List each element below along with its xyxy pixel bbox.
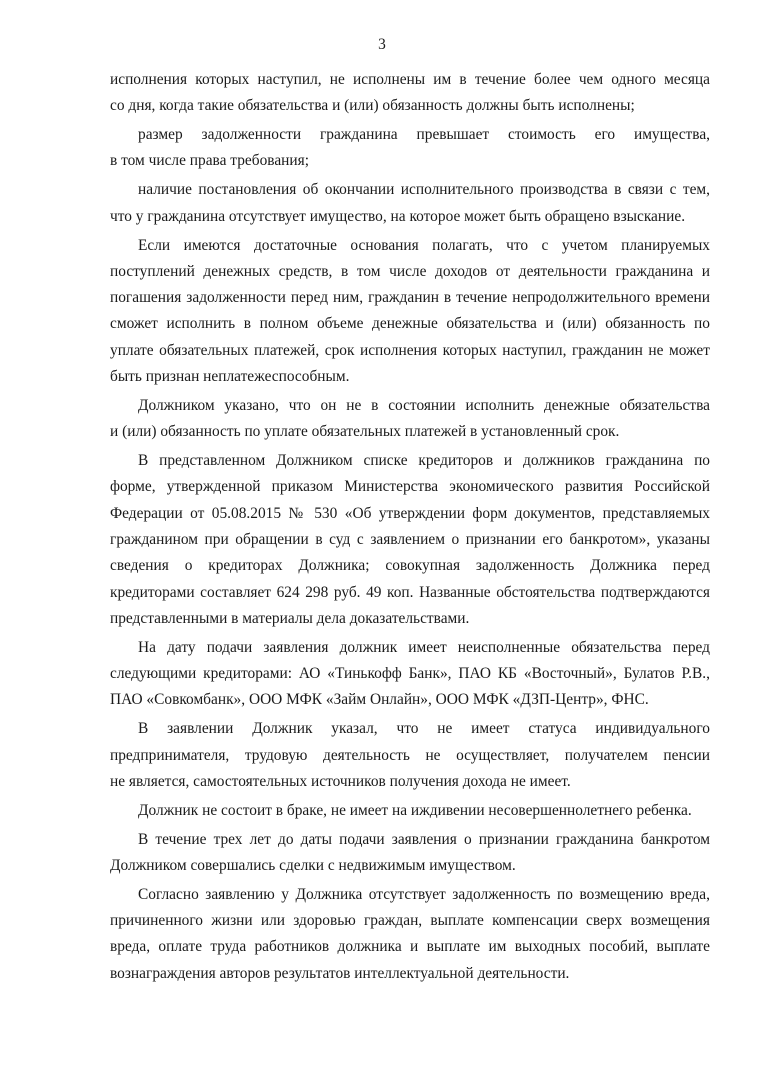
text-line: вреда, оплате труда работников должника и выплате им выходных пособий, выплате bbox=[110, 938, 710, 956]
paragraph bbox=[110, 393, 710, 446]
text-line: кредиторами составляет 624 298 руб. 49 коп. Названные обстоятельства подтверждаются bbox=[110, 583, 710, 601]
text-line: не является, самостоятельных источников получения дохода не имеет. bbox=[110, 772, 571, 790]
text-line: следующими кредиторами: АО «Тинькофф Банк», ПАО КБ «Восточный», Булатов Р.В., bbox=[110, 665, 710, 683]
document-body bbox=[110, 67, 710, 987]
text-line: Должником совершались сделки с недвижимым имуществом. bbox=[110, 856, 516, 874]
text-line: представленными в материалы дела доказательствами. bbox=[110, 609, 470, 627]
text-line: поступлений денежных средств, в том числе доходов от деятельности гражданина и bbox=[110, 262, 710, 280]
text-line: причиненного жизни или здоровью граждан, выплате компенсации сверх возмещения bbox=[110, 912, 710, 930]
text-line: Федерации от 05.08.2015 № 530 «Об утверждении форм документов, представляемых bbox=[110, 504, 710, 522]
text-line: размер задолженности гражданина превышает стоимость его имущества, bbox=[138, 126, 710, 144]
paragraph bbox=[110, 827, 710, 880]
text-line: сможет исполнить в полном объеме денежные обязательства и (или) обязанность по bbox=[110, 315, 710, 333]
text-line: На дату подачи заявления должник имеет неисполненные обязательства перед bbox=[138, 638, 710, 656]
paragraph bbox=[110, 448, 710, 632]
text-line: в том числе права требования; bbox=[110, 152, 309, 170]
text-line: В представленном Должником списке кредиторов и должников гражданина по bbox=[138, 452, 710, 470]
text-line: погашения задолженности перед ним, гражданин в течение непродолжительного времени bbox=[110, 289, 710, 307]
paragraph bbox=[110, 233, 710, 391]
text-line: гражданином при обращении в суд с заявлением о признании его банкротом», указаны bbox=[110, 531, 710, 549]
page-number: 3 bbox=[378, 36, 386, 53]
text-line: Согласно заявлению у Должника отсутствует задолженность по возмещению вреда, bbox=[138, 885, 710, 903]
text-line: уплате обязательных платежей, срок исполнения которых наступил, гражданин не может bbox=[110, 341, 710, 359]
text-line: со дня, когда такие обязательства и (или) обязанность должны быть исполнены; bbox=[110, 97, 635, 115]
text-line: исполнения которых наступил, не исполнены им в течение более чем одного месяца bbox=[110, 71, 710, 88]
paragraph bbox=[110, 882, 710, 987]
text-line: сведения о кредиторах Должника; совокупная задолженность Должника перед bbox=[110, 557, 710, 575]
paragraph bbox=[110, 67, 710, 120]
paragraph bbox=[110, 798, 710, 824]
paragraph bbox=[110, 716, 710, 795]
text-line: Должником указано, что он не в состоянии исполнить денежные обязательства bbox=[138, 396, 710, 414]
text-line: Должник не состоит в браке, не имеет на иждивении несовершеннолетнего ребенка. bbox=[138, 801, 692, 819]
text-line: вознаграждения авторов результатов интеллектуальной деятельности. bbox=[110, 964, 570, 982]
text-line: быть признан неплатежеспособным. bbox=[110, 368, 350, 386]
text-line: ПАО «Совкомбанк», ООО МФК «Займ Онлайн», ООО МФК «ДЗП-Центр», ФНС. bbox=[110, 691, 649, 709]
text-line: наличие постановления об окончании исполнительного производства в связи с тем, bbox=[138, 181, 710, 199]
text-line: В заявлении Должник указал, что не имеет статуса индивидуального bbox=[138, 720, 710, 738]
text-line: предпринимателя, трудовую деятельность не осуществляет, получателем пенсии bbox=[110, 746, 710, 764]
text-line: Если имеются достаточные основания полагать, что с учетом планируемых bbox=[138, 236, 710, 254]
text-line: что у гражданина отсутствует имущество, на которое может быть обращено взыскание. bbox=[110, 207, 686, 225]
paragraph bbox=[110, 635, 710, 714]
text-line: форме, утвержденной приказом Министерства экономического развития Российской bbox=[110, 478, 710, 496]
paragraph bbox=[110, 122, 710, 175]
paragraph bbox=[110, 177, 710, 230]
text-line: В течение трех лет до даты подачи заявления о признании гражданина банкротом bbox=[138, 830, 710, 848]
text-line: и (или) обязанность по уплате обязательных платежей в установленный срок. bbox=[110, 423, 620, 441]
